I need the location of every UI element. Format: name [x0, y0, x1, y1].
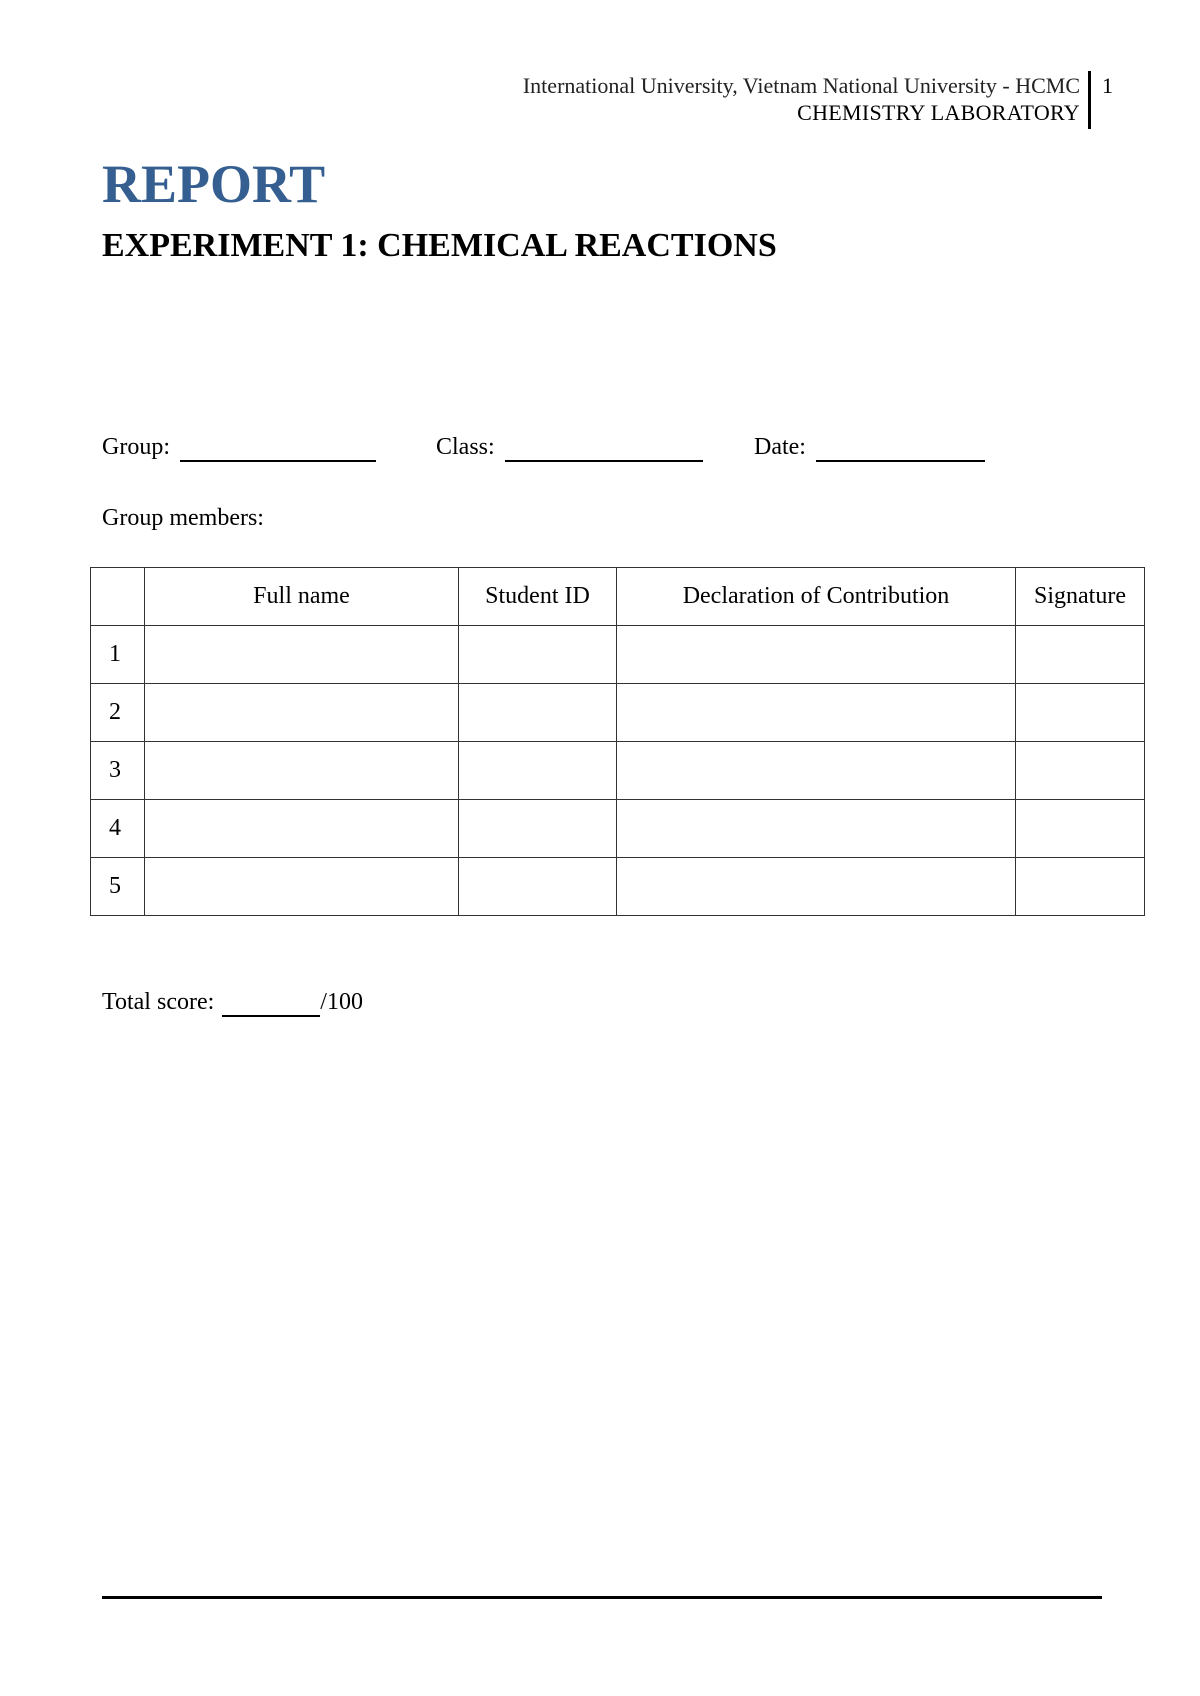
footer-divider: [102, 1596, 1102, 1599]
signature-cell[interactable]: [1016, 742, 1145, 800]
row-number: 5: [91, 858, 145, 916]
signature-cell[interactable]: [1016, 626, 1145, 684]
class-field: [436, 432, 703, 462]
full-name-cell[interactable]: [145, 626, 459, 684]
members-table: [90, 567, 1145, 916]
contribution-cell[interactable]: [617, 742, 1016, 800]
signature-cell[interactable]: [1016, 800, 1145, 858]
table-row: [91, 800, 1145, 858]
page-number: 1: [1102, 73, 1113, 98]
row-number: 3: [91, 742, 145, 800]
row-number: 1: [91, 626, 145, 684]
header-department: CHEMISTRY LABORATORY: [797, 100, 1080, 125]
full-name-cell[interactable]: [145, 800, 459, 858]
full-name-cell[interactable]: [145, 858, 459, 916]
column-header-number: [91, 568, 145, 626]
date-field: [754, 432, 985, 462]
table-row: [91, 858, 1145, 916]
class-label: Class:: [436, 434, 495, 460]
date-label: Date:: [754, 434, 806, 460]
contribution-cell[interactable]: [617, 626, 1016, 684]
student-id-cell[interactable]: [459, 742, 617, 800]
group-members-label: Group members:: [102, 505, 264, 531]
contribution-cell[interactable]: [617, 800, 1016, 858]
row-number: 2: [91, 684, 145, 742]
signature-cell[interactable]: [1016, 684, 1145, 742]
group-field: [102, 432, 376, 462]
total-score-label: Total score:: [102, 989, 215, 1015]
class-input[interactable]: [505, 438, 703, 462]
report-title: REPORT: [102, 154, 326, 214]
column-header-signature: Signature: [1016, 568, 1145, 626]
contribution-cell[interactable]: [617, 684, 1016, 742]
date-input[interactable]: [816, 438, 985, 462]
student-id-cell[interactable]: [459, 684, 617, 742]
full-name-cell[interactable]: [145, 742, 459, 800]
total-score-input[interactable]: [222, 993, 320, 1017]
group-label: Group:: [102, 434, 170, 460]
column-header-contribution: Declaration of Contribution: [617, 568, 1016, 626]
table-row: [91, 684, 1145, 742]
table-row: [91, 626, 1145, 684]
experiment-title: EXPERIMENT 1: CHEMICAL REACTIONS: [102, 227, 777, 264]
total-score-max: /100: [320, 989, 363, 1015]
total-score: [102, 987, 363, 1017]
contribution-cell[interactable]: [617, 858, 1016, 916]
header-institution: International University, Vietnam National University - HCMC: [522, 73, 1080, 98]
student-id-cell[interactable]: [459, 626, 617, 684]
group-input[interactable]: [180, 438, 376, 462]
row-number: 4: [91, 800, 145, 858]
student-id-cell[interactable]: [459, 858, 617, 916]
signature-cell[interactable]: [1016, 858, 1145, 916]
header-divider: [1088, 71, 1091, 129]
table-header-row: [91, 568, 1145, 626]
table-row: [91, 742, 1145, 800]
column-header-student-id: Student ID: [459, 568, 617, 626]
full-name-cell[interactable]: [145, 684, 459, 742]
student-id-cell[interactable]: [459, 800, 617, 858]
column-header-full-name: Full name: [145, 568, 459, 626]
